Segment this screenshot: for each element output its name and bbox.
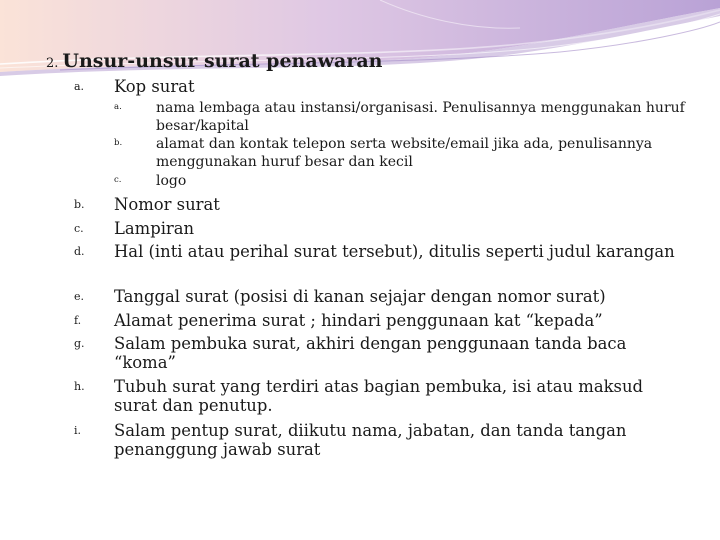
sublist-marker: a. — [114, 102, 122, 112]
sublist-item-text: logo — [156, 173, 187, 189]
list-item-text: Salam pentup surat, diikutu nama, jabatan, dan tanda tangan penanggung jawab surat — [114, 421, 627, 459]
list-marker: e. — [74, 290, 85, 303]
list-marker: h. — [74, 380, 85, 393]
title-number: 2. — [46, 56, 59, 71]
list-marker: i. — [74, 424, 82, 437]
sublist-item-text: nama lembaga atau instansi/organisasi. Penulisannya menggunakan huruf besar/kapital — [156, 100, 685, 134]
list-marker: b. — [74, 198, 85, 211]
list-item-text: Lampiran — [114, 219, 195, 238]
list-item-text: Tubuh surat yang terdiri atas bagian pembuka, isi atau maksud surat dan penutup. — [114, 377, 644, 415]
sublist-item-text: alamat dan kontak telepon serta website/email jika ada, penulisannya menggunakan huruf besar dan kecil — [156, 136, 653, 170]
list-item-text: Nomor surat — [114, 195, 220, 214]
list-marker: d. — [74, 245, 85, 258]
sublist-marker: c. — [114, 175, 122, 185]
sublist-marker: b. — [114, 138, 123, 148]
list-marker: f. — [74, 314, 82, 327]
list-item-text: Hal (inti atau perihal surat tersebut), ditulis seperti judul karangan — [114, 242, 675, 261]
list-marker: a. — [74, 80, 85, 93]
title-text: Unsur-unsur surat penawaran — [62, 50, 383, 72]
list-item-text: Alamat penerima surat ; hindari penggunaan kat “kepada” — [114, 311, 603, 330]
list-item-text: Salam pembuka surat, akhiri dengan penggunaan tanda baca “koma” — [114, 334, 627, 372]
list-item-text: Kop surat — [114, 77, 195, 96]
list-marker: g. — [74, 337, 85, 350]
slide-title — [46, 50, 382, 72]
list-item-text: Tanggal surat (posisi di kanan sejajar dengan nomor surat) — [114, 287, 606, 306]
list-marker: c. — [74, 222, 84, 235]
